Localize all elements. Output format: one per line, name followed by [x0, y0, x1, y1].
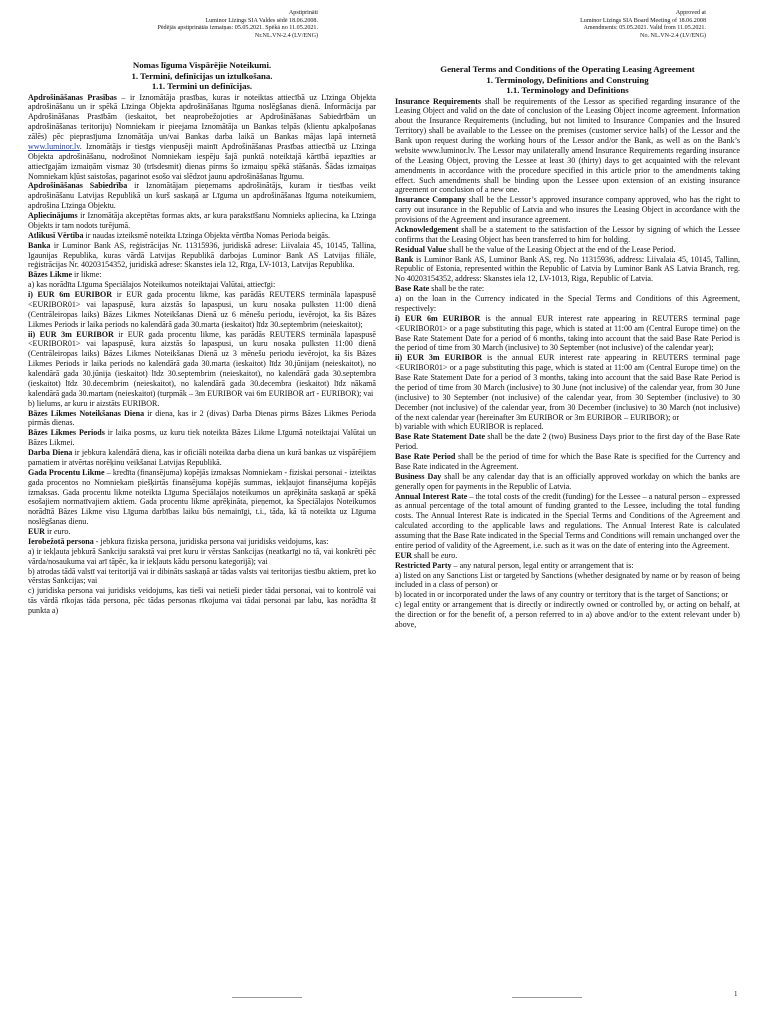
- definition-paragraph: [28, 567, 376, 587]
- header-line: No. NL.VN-2.4 (LV/ENG): [640, 32, 706, 39]
- definition-text: shall be: [412, 550, 441, 560]
- defined-term: ii) EUR 3m EURIBOR: [28, 329, 114, 339]
- header-line: Apstiprināti: [288, 10, 318, 16]
- definition-paragraph: [28, 399, 376, 409]
- defined-term: Darba Diena: [28, 448, 73, 458]
- defined-term: Apdrošināšanas Sabiedrība: [28, 181, 128, 191]
- defined-term: Bāzes Likmes Noteikšanas Diena: [28, 408, 145, 418]
- definition-paragraph: [28, 290, 376, 330]
- definition-text: ir diena, kas ir 2 (divas) Darba Dienas pirms Bāzes Likmes Perioda pirmās dienas.: [28, 408, 376, 428]
- definition-text: shall be requirements of the Lessor as specified regarding insurance of the Leasing Object and valid on the date of conclusion of the Leasing Object income agreement. Information about the Insurance Requirements (including, but not limited to Insurance Companies and the Insured Territory) shall be available to the Lessee on the premises (customer service halls) of the Lessor and the Bank upon request during the working hours of the Lessor and/or the Bank, as well as on the Bank’s website www.luminor.lv. The Lessor may unilaterally amend Insurance Requirements regarding insurance of the Leasing Object, proving the Lessee at least 30 (thirty) days to get acquainted with the relevant amendments in accordance with the procedure specified in this article prior to the amendments taking effect. Such amendments shall be binding upon the Lessee upon extension of an existing insurance agreement or conclusion of a new one.: [395, 96, 740, 195]
- definition-text: shall be any calendar day that is an officially approved workday on which the banks are generally open for payments in the Republic of Latvia.: [395, 471, 741, 491]
- definition-paragraph: [28, 280, 376, 290]
- definition-text: ir: [45, 527, 54, 537]
- definition-paragraph: [28, 537, 376, 547]
- header-line: Nr.NL.VN-2.4 (LV/ENG): [254, 32, 318, 39]
- definition-paragraph: [28, 468, 376, 527]
- definition-paragraph: [28, 241, 376, 271]
- subsection-title: 1.1. Terminology and Definitions: [506, 85, 629, 96]
- definition-text: .: [455, 550, 458, 560]
- defined-term: Apliecinājums: [28, 211, 78, 221]
- definition-paragraph: [28, 211, 376, 231]
- defined-term: Residual Value: [395, 244, 447, 254]
- definition-text: ir Iznomātāja akceptētas formas akts, ar kura parakstīšanu Nomnieks apliecina, ka Līzinga Objekts ir tam nodots turējumā.: [28, 211, 376, 230]
- definition-paragraph: [395, 225, 740, 245]
- document-title: General Terms and Conditions of the Operating Leasing Agreement: [440, 64, 695, 75]
- definition-paragraph: [395, 571, 740, 591]
- latvian-column: [28, 10, 376, 616]
- definition-text: – ir Iznomātāja prasības, kuras ir noteiktas attiecībā uz Līzinga Objekta apdrošināšanu un ir spēkā Līzinga Objekta apdrošināšanas līguma noslēgšanas dienā. Informācija par Apdrošināšanas Prasībām (ieskaitot, bet neaprobežojoties ar Apdrošināšanas Sabiedrībām un apdrošināšanas teritoriju) Nomniekam ir pieejama Iznomātāja un Bankas telpās (klientu apkalpošanas zālēs) pēc pieprasījuma Iznomātāja un/vai Bankas darba laikā un Bankas mājas lapā internetā: [28, 92, 376, 142]
- definition-paragraph: [395, 353, 740, 422]
- definition-paragraph: [395, 561, 740, 571]
- definition-text: shall be the value of the Leasing Object at the end of the Lease Period.: [446, 244, 676, 254]
- defined-term: Restricted Party: [395, 560, 452, 570]
- definitions-body-lv: [28, 93, 376, 616]
- defined-term: Bank: [395, 254, 414, 264]
- defined-term: Banka: [28, 240, 51, 250]
- definition-paragraph: [395, 422, 740, 432]
- page-number: 1: [734, 990, 738, 998]
- document-title: Nomas līguma Vispārējie Noteikumi.: [132, 60, 272, 71]
- definition-text: shall be the rate:: [429, 284, 485, 294]
- website-link[interactable]: www.luminor.lv: [28, 141, 80, 151]
- definition-paragraph: [395, 284, 740, 294]
- definition-text: ir laika posms, uz kuru tiek noteikta Bāzes Likme Līgumā noteiktajai Valūtai un Bāzes Likmei.: [28, 428, 376, 448]
- subsection-title: 1.1. Termini un definīcijas.: [151, 81, 253, 92]
- section-title: 1. Terminology, Definitions and Construing: [486, 74, 649, 85]
- definition-text: - jebkura fiziska persona, juridiska persona vai juridisks veidojums, kas:: [93, 536, 329, 546]
- definition-text: is Luminor Bank AS, Luminor Bank AS, reg. No 11315936, address: Liivalaia 45, 10145, Tallinn, Republic of Estonia, represented within the Republic of Latvia by Luminor Bank AS Latvia Branch, reg. No 40203154352, address: Skanstes iela 12, LV-1013, Riga, Republic of Latvia.: [395, 254, 740, 284]
- definition-paragraph: [395, 255, 740, 285]
- definition-text: ir EUR gada procentu likme, kas parādās REUTERS termināla lapaspusē <EURIBOR01> vai lapaspusē, kura aizstās šo lapaspusi, un kuru nosaka pulksten 11:00 dienā (Centrāleiropas laiks) Bāzes Likmes Noteikšanas Dienā uz 3 mēnešu periodu ievērojot, ka šis Bāzes Likmes Periods ir laika periods no kalendārā gada 30.marta (ieskaitot) līdz 30.jūnijam (neieskaitot), no kalendārā gada 30.jūnija (ieskaitot) līdz 30.septembrim (neieskaitot), no kalendārā gada 30.septembra (ieskaitot) līdz 30.decembrim (neieskaitot), no kalendārā gada 30.decembra (ieskaitot) līdz nākamā kalendārā gada 30.martam (neieskaitot) (turpmāk – 3m EURIBOR vai 6m EURIBOR arī - EURIBOR); vai: [28, 329, 376, 398]
- section-title: 1. Termini, definīcijas un iztulkošana.: [131, 70, 273, 81]
- currency-name: euro: [53, 527, 69, 537]
- definition-text: c) juridiska persona vai juridisks veidojums, kas tieši vai netieši pieder tādai personai, vai to kontrolē vai tās vārdā rīkojas tāda persona, pēc tādas personas rīkojuma vai tādai personai par labu, kas norādīta šī punkta a): [28, 586, 376, 616]
- definition-text: is the annual EUR interest rate appearing in REUTERS terminal page <EURIBOR01> or a page substituting this page, which is stated at 11:00 am (Central Europe time) on the Base Rate Statement Date for a period of 3 months, taking into account that the said Base Rate Period is the period of time from 30 March (inclusive) to 30 June (not inclusive) of the calendar year, from 30 June (inclusive) to 30 September (not inclusive) of the calendar year, from 30 September (inclusive) to 30 December (not inclusive) of the calendar year, from 30 December (inclusive) to 30 March (not inclusive) of the next calendar year (hereinafter 3m EURIBOR or 3m EURIBOR – EURIBOR); or: [395, 353, 740, 422]
- definition-paragraph: [28, 270, 376, 280]
- definition-text: ir Luminor Bank AS, reģistrācijas Nr. 11315936, juridiskā adrese: Liivalaia 45, 10145, Tallina, Igaunijas Republika, kuras vārdā Latvijas Republikā darbojas Luminor Bank AS Latvijas filiāle, reģistrācijas Nr. 40203154352, juridiskā adrese: Skanstes iela 12, Rīga, LV-1013, Latvijas Republika.: [28, 240, 376, 270]
- definition-paragraph: [28, 527, 376, 537]
- defined-term: Bāzes Likmes Periods: [28, 428, 105, 438]
- defined-term: Insurance Requirements: [395, 96, 482, 106]
- defined-term: EUR: [395, 550, 412, 560]
- defined-term: Apdrošināšanas Prasības: [28, 92, 117, 102]
- defined-term: Base Rate Statement Date: [395, 432, 486, 442]
- definition-text: shall be the Lessor’s approved insurance company approved, who has the right to carry out insurance in the Republic of Latvia and who insures the Leasing Object in accordance with the provisions of the Agreement and insurance agreement.: [395, 195, 740, 225]
- defined-term: Insurance Company: [395, 195, 466, 205]
- definition-text: a) kas norādīta Līguma Speciālajos Noteikumos noteiktajai Valūtai, attiecīgi:: [28, 280, 276, 290]
- definitions-body-en: [395, 97, 740, 630]
- definition-text: ir Iznomātājam pieņemams apdrošinātājs, kuram ir tiesības veikt apdrošināšanu Latvijas Republikā un kurš saskaņā ar Līguma un apdrošināšanas līguma noteikumiem, apdrošina Līzinga Objektu.: [28, 181, 376, 211]
- definition-text: shall be a statement to the satisfaction of the Lessor by signing of which the Lessee confirms that the Leasing Object has been transferred to him for holding.: [395, 224, 740, 244]
- definition-paragraph: [395, 97, 740, 196]
- defined-term: ii) EUR 3m EURIBOR: [395, 353, 483, 363]
- defined-term: Business Day: [395, 471, 442, 481]
- definition-text: ir likme:: [72, 270, 102, 280]
- definition-paragraph: [28, 181, 376, 211]
- approval-header-en: [395, 10, 740, 40]
- defined-term: Base Rate: [395, 284, 430, 294]
- definition-text: a) listed on any Sanctions List or targeted by Sanctions (whether designated by name or by reason of being included in a class of person) or: [395, 570, 740, 590]
- definition-paragraph: [395, 245, 740, 255]
- defined-term: Bāzes Likme: [28, 270, 73, 280]
- approval-header-lv: [28, 10, 376, 40]
- definition-paragraph: [395, 294, 740, 314]
- definition-paragraph: [395, 195, 740, 225]
- currency-name: euro: [440, 550, 456, 560]
- definition-paragraph: [28, 330, 376, 399]
- definition-paragraph: [395, 432, 740, 452]
- definition-paragraph: [395, 492, 740, 551]
- definition-paragraph: [28, 409, 376, 429]
- definition-paragraph: [28, 93, 376, 182]
- header-line: Luminor Līzings SIA Board Meeting of 18.06.2008: [580, 17, 706, 24]
- definition-text: shall be the date 2 (two) Business Days prior to the first day of the Base Rate Period.: [395, 432, 740, 452]
- definition-text: – kredīta (finansējuma) kopējās izmaksas Nomniekam - fiziskai personai - izteiktas gada procentos no Nomniekam piešķirtās finansējuma kopējās summas, iekļaujot finansējuma kopējās izmaksas. Gada procentu likme noteikta Līguma Speciālajos noteikumos un aprēķināta saskaņā ar spēkā esošajiem normatīvajiem aktiem. Gada procentu likme aprēķināta, pieņemot, ka Speciālajos Noteikumos norādītā Bāzes Likme visu Līguma darbības laiku būs nemainīgi, t.i., tāda, kā tā noteikta uz Līguma noslēgšanas dienu.: [28, 467, 377, 527]
- defined-term: Annual Interest Rate: [395, 491, 468, 501]
- english-column: [395, 10, 740, 630]
- definition-text: ir EUR gada procentu likme, kas parādās REUTERS termināla lapaspusē <EURIBOR01> vai lapaspusē, kura aizstās šo lapaspusi, un kuru nosaka pulksten 11:00 dienā (Centrāleiropas laiks) Bāzes Likmes Noteikšanas Dienā uz 6 mēnešu periodu, ievērojot, ka šis Bāzes Likmes Periods ir laika periods no kalendārā gada 30.marta (ieskaitot) līdz 30.septembrim (neieskaitot);: [28, 290, 376, 329]
- defined-term: EUR: [28, 527, 45, 537]
- definition-text: a) ir iekļauta jebkurā Sankciju sarakstā vai pret kuru ir vērstas Sankcijas (neatkarīgi no tā, vai konkrēti pēc vārda/nosaukuma vai arī tāpēc, ka ir iekļauts kādu personu kategorijā); vai: [28, 546, 376, 566]
- definition-paragraph: [28, 231, 376, 241]
- definition-text: – any natural person, legal entity or arrangement that is:: [451, 560, 634, 570]
- definition-text: b) lielums, ar kuru ir aizstāts EURIBOR.: [28, 398, 160, 408]
- definition-paragraph: [28, 428, 376, 448]
- footer-rule: [232, 997, 302, 998]
- definition-text: b) atrodas tādā valstī vai teritorijā vai ir dibināts saskaņā ar tādas valsts vai teritorijas tiesību aktiem, pret ko vērstas Sankcijas; vai: [28, 566, 376, 586]
- title-block-lv: [28, 60, 376, 91]
- definition-text: shall be the period of time for which the Base Rate is specified for the Currency and Base Rate indicated in the Agreement.: [395, 452, 740, 471]
- definition-text: . Iznomātājs ir tiesīgs vienpusēji mainīt Apdrošināšanas Prasības attiecībā uz Līzinga Objekta apdrošināšanu, nodrošinot Nomniekam iespēju šajā punktā noteiktajā kārtībā iepazīties ar attiecīgajām izmaiņām vismaz 30 (trīsdesmit) dienas pirms šo izmaiņu spēkā stāšanās. Šādas izmaiņas Nomniekam kļūst saistošas, pagarinot esošo vai slēdzot jaunu apdrošināšanas līgumu.: [28, 141, 376, 181]
- defined-term: Ierobežotā persona: [28, 536, 94, 546]
- defined-term: i) EUR 6m EURIBOR: [395, 313, 481, 323]
- definition-paragraph: [28, 448, 376, 468]
- title-block-en: [395, 64, 740, 95]
- footer-rule: [512, 997, 582, 998]
- definition-paragraph: [395, 472, 740, 492]
- definition-text: ir naudas izteiksmē noteikta Līzinga Objekta vērtība Nomas Perioda beigās.: [83, 230, 330, 240]
- defined-term: Base Rate Period: [395, 452, 456, 462]
- definition-text: .: [68, 527, 71, 537]
- definition-text: is the annual EUR interest rate appearing in REUTERS terminal page <EURIBOR01> or a page substituting this page, which is stated at 11:00 am (Central Europe time) on the Base Rate Statement Date for a period of 6 months, taking into account that the said Base Rate Period is the period of time from 30 March (inclusive) to 30 September (not inclusive) of the calendar year);: [395, 313, 740, 353]
- definition-text: b) variable with which EURIBOR is replaced.: [395, 422, 544, 432]
- header-line: Pēdējās apstiprinātās izmaiņas: 05.05.2021. Spēkā no 11.05.2021.: [157, 25, 318, 32]
- defined-term: Atlikusī Vērtība: [28, 230, 84, 240]
- definition-text: a) on the loan in the Currency indicated in the Special Terms and Conditions of this Agreement, respectively:: [395, 294, 740, 313]
- definition-paragraph: [395, 314, 740, 354]
- definition-paragraph: [395, 590, 740, 600]
- definition-paragraph: [395, 452, 740, 472]
- definition-text: b) located in or incorporated under the laws of any country or territory that is the target of Sanctions; or: [395, 590, 729, 600]
- definition-paragraph: [395, 600, 740, 630]
- defined-term: Acknowledgement: [395, 224, 459, 234]
- definition-paragraph: [28, 586, 376, 616]
- definition-paragraph: [395, 551, 740, 561]
- definition-text: – the total costs of the credit (funding) for the Lessee – a natural person – expressed as annual percentage of the total amount of funding granted to the Lessee, including the total funding costs. The Annual Interest Rate is indicated in the Special Terms and Conditions of the Agreement and calculated according to the applicable laws and regulations. The Annual Interest Rate is calculated assuming that the Base Rate indicated in the Special Terms and Conditions will remain unchanged over the entire period of validity of the Agreement, i.e. such as it was on the date of entering into the Agreement.: [395, 491, 740, 550]
- definition-text: c) legal entity or arrangement that is directly or indirectly owned or controlled by, or acting on behalf, at the direction or for the benefit of, a person referred to in a) above and/or to the extent relevant under b) above,: [395, 600, 740, 629]
- header-line: Luminor Līzings SIA Valdes sēdē 18.06.2008.: [205, 17, 318, 24]
- definition-text: ir jebkura kalendārā diena, kas ir oficiāli noteikta darba diena un kurā bankas uz vispārējiem pamatiem ir atvērtas norēķinu veikšanai Latvijas Republikā.: [28, 448, 376, 467]
- definition-paragraph: [28, 547, 376, 567]
- defined-term: Gada Procentu Likme: [28, 467, 105, 477]
- header-line: Approved at: [675, 10, 706, 16]
- defined-term: i) EUR 6m EURIBOR: [28, 290, 113, 300]
- header-line: Amendments: 05.05.2021. Valid from 11.05.2021.: [583, 25, 706, 32]
